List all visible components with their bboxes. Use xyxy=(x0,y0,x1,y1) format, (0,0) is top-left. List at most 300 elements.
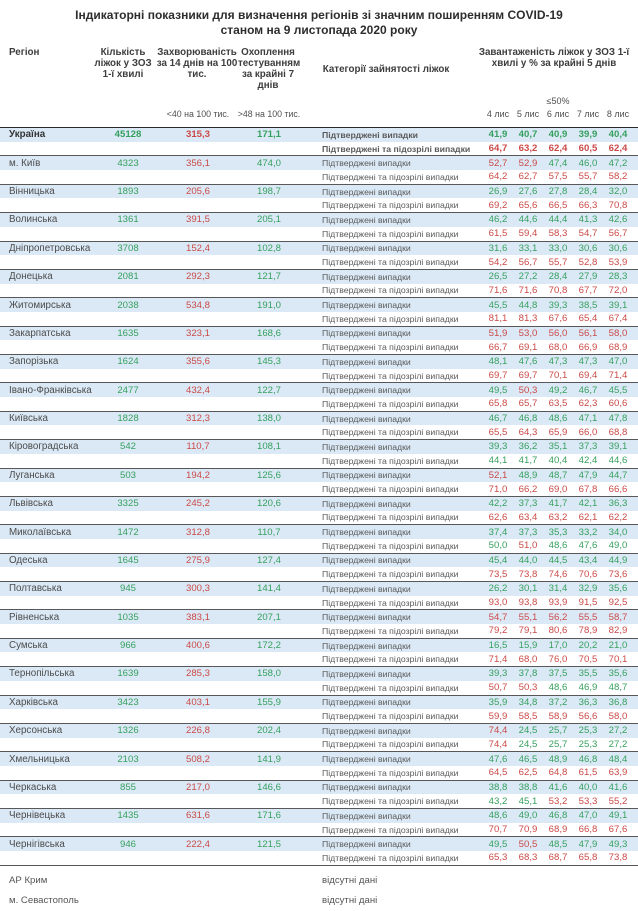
day-value: 37,8 xyxy=(518,668,538,680)
day-value: 44,7 xyxy=(608,469,628,481)
category-label: Підтверджені випадки xyxy=(322,640,411,651)
testing-value: 121,7 xyxy=(256,271,281,283)
day-value: 39,9 xyxy=(578,129,598,141)
day-value: 74,4 xyxy=(488,738,508,750)
day-value: 50,5 xyxy=(518,838,538,850)
category-label: Підтверджені та підозрілі випадки xyxy=(322,682,459,693)
table-row xyxy=(0,454,638,468)
region-group xyxy=(0,354,638,382)
day-value: 59,4 xyxy=(518,228,538,240)
table-row xyxy=(0,185,638,199)
day-value: 56,2 xyxy=(548,611,568,623)
day-value: 44,4 xyxy=(548,214,568,226)
day-value: 62,4 xyxy=(608,143,628,155)
day-value: 42,2 xyxy=(488,498,508,510)
region-name: Івано-Франківська xyxy=(9,384,92,396)
category-label: Підтверджені та підозрілі випадки xyxy=(322,796,459,807)
day-value: 55,5 xyxy=(578,611,598,623)
day-value: 38,5 xyxy=(578,299,598,311)
beds-value: 1035 xyxy=(117,611,139,623)
day-value: 70,1 xyxy=(608,653,628,665)
beds-value: 2103 xyxy=(117,753,139,765)
day-value: 69,1 xyxy=(518,341,538,353)
day-value: 63,4 xyxy=(518,511,538,523)
category-label: Підтверджені випадки xyxy=(322,328,411,339)
day-value: 27,2 xyxy=(518,271,538,283)
incidence-value: 285,3 xyxy=(185,668,210,680)
category-label: Підтверджені та підозрілі випадки xyxy=(322,370,459,381)
day-value: 43,4 xyxy=(578,554,598,566)
category-label: Підтверджені та підозрілі випадки xyxy=(322,852,459,863)
day-value: 45,5 xyxy=(488,299,508,311)
day-value: 25,3 xyxy=(578,725,598,737)
category-label: Підтверджені та підозрілі випадки xyxy=(322,257,459,268)
day-value: 67,8 xyxy=(578,483,598,495)
day-value: 48,5 xyxy=(548,838,568,850)
day-value: 53,2 xyxy=(548,795,568,807)
region-group xyxy=(0,326,638,354)
col-header-testing: Охоплення тестуванням за крайні 7 днів xyxy=(238,47,301,91)
day-value: 63,9 xyxy=(608,767,628,779)
day-value: 47,9 xyxy=(578,838,598,850)
region-name: Україна xyxy=(9,129,46,141)
day-value: 48,9 xyxy=(518,469,538,481)
table-row xyxy=(0,582,638,596)
day-value: 55,7 xyxy=(548,256,568,268)
beds-value: 855 xyxy=(119,781,136,793)
day-value: 36,2 xyxy=(518,441,538,453)
day-value: 37,3 xyxy=(518,498,538,510)
incidence-value: 432,4 xyxy=(185,384,210,396)
region-group xyxy=(0,581,638,609)
title-line-1: Індикаторні показники для визначення регіонів зі значним поширенням COVID-19 xyxy=(75,8,563,22)
table-row xyxy=(0,652,638,666)
category-label: Підтверджені випадки xyxy=(322,356,411,367)
region-name: Вінницька xyxy=(9,186,55,198)
day-value: 69,7 xyxy=(518,370,538,382)
day-value: 47,2 xyxy=(608,157,628,169)
day-value: 71,4 xyxy=(488,653,508,665)
table-row xyxy=(0,752,638,766)
table-row xyxy=(0,809,638,823)
day-value: 62,5 xyxy=(518,767,538,779)
table-row xyxy=(0,525,638,539)
day-value: 66,7 xyxy=(488,341,508,353)
region-group xyxy=(0,609,638,637)
day-value: 40,4 xyxy=(608,129,628,141)
beds-value: 1361 xyxy=(117,214,139,226)
day-value: 70,8 xyxy=(608,199,628,211)
region-name: Херсонська xyxy=(9,725,63,737)
table-row xyxy=(0,624,638,638)
category-label: Підтверджені та підозрілі випадки xyxy=(322,711,459,722)
day-value: 34,0 xyxy=(608,526,628,538)
beds-value: 1624 xyxy=(117,356,139,368)
table-row xyxy=(0,383,638,397)
day-value: 41,6 xyxy=(608,781,628,793)
beds-value: 3708 xyxy=(117,242,139,254)
header-row-main xyxy=(0,47,638,91)
day-value: 46,8 xyxy=(578,753,598,765)
day-value: 68,9 xyxy=(548,824,568,836)
title-line-2: станом на 9 листопада 2020 року xyxy=(220,23,418,37)
testing-value: 155,9 xyxy=(256,696,281,708)
table-row xyxy=(0,270,638,284)
day-value: 35,9 xyxy=(488,696,508,708)
table-row xyxy=(0,681,638,695)
day-value: 27,6 xyxy=(518,186,538,198)
region-group xyxy=(0,638,638,666)
region-group xyxy=(0,836,638,865)
table-row xyxy=(0,837,638,851)
day-value: 17,0 xyxy=(548,640,568,652)
day-value: 49,5 xyxy=(488,384,508,396)
day-value: 55,1 xyxy=(518,611,538,623)
day-value: 27,9 xyxy=(578,271,598,283)
region-group xyxy=(0,553,638,581)
day-value: 51,0 xyxy=(518,540,538,552)
day-value: 47,6 xyxy=(578,540,598,552)
day-value: 37,3 xyxy=(578,441,598,453)
day-value: 52,7 xyxy=(488,157,508,169)
day-value: 91,5 xyxy=(578,597,598,609)
beds-value: 1893 xyxy=(117,186,139,198)
category-label: Підтверджені та підозрілі випадки xyxy=(322,313,459,324)
category-label: Підтверджені випадки xyxy=(322,612,411,623)
table-row xyxy=(0,709,638,723)
testing-value: 474,0 xyxy=(256,157,281,169)
day-value: 70,6 xyxy=(578,568,598,580)
day-value: 54,7 xyxy=(578,228,598,240)
category-label: Підтверджені випадки xyxy=(322,839,411,850)
header-row-criteria xyxy=(0,109,638,124)
day-value: 21,0 xyxy=(608,640,628,652)
table-row xyxy=(0,539,638,553)
day-value: 35,6 xyxy=(608,668,628,680)
beds-value: 1472 xyxy=(117,526,139,538)
day-value: 52,1 xyxy=(488,469,508,481)
day-value: 82,9 xyxy=(608,625,628,637)
incidence-criterion-label: <40 на 100 тис. xyxy=(166,109,230,119)
category-label: Підтверджені випадки xyxy=(322,498,411,509)
day-value: 32,9 xyxy=(578,583,598,595)
table-row xyxy=(0,724,638,738)
incidence-value: 194,2 xyxy=(185,469,210,481)
testing-value: 121,5 xyxy=(256,838,281,850)
day-value: 62,1 xyxy=(578,511,598,523)
day-value: 26,2 xyxy=(488,583,508,595)
day-value: 60,5 xyxy=(578,143,598,155)
day-value: 69,2 xyxy=(488,199,508,211)
table-row xyxy=(0,198,638,212)
table-row xyxy=(0,766,638,780)
day-value: 56,0 xyxy=(548,327,568,339)
region-name: Черкаська xyxy=(9,781,57,793)
table-row xyxy=(0,242,638,256)
day-value: 48,9 xyxy=(548,753,568,765)
testing-value: 158,0 xyxy=(256,668,281,680)
day-value: 54,2 xyxy=(488,256,508,268)
incidence-value: 312,3 xyxy=(185,413,210,425)
day-value: 46,7 xyxy=(578,384,598,396)
day-value: 28,4 xyxy=(578,186,598,198)
day-value: 54,7 xyxy=(488,611,508,623)
day-value: 47,0 xyxy=(608,356,628,368)
day-value: 69,4 xyxy=(578,370,598,382)
category-label: Підтверджені випадки xyxy=(322,385,411,396)
incidence-value: 355,6 xyxy=(185,356,210,368)
day-value: 92,5 xyxy=(608,597,628,609)
day-value: 69,0 xyxy=(548,483,568,495)
day-value: 67,7 xyxy=(578,284,598,296)
day-value: 65,6 xyxy=(518,199,538,211)
incidence-value: 222,4 xyxy=(185,838,210,850)
day-value: 24,5 xyxy=(518,725,538,737)
category-label: Підтверджені та підозрілі випадки xyxy=(322,625,459,636)
region-group xyxy=(0,524,638,552)
incidence-value: 391,5 xyxy=(185,214,210,226)
table-row xyxy=(0,355,638,369)
region-name: АР Крим xyxy=(9,875,48,887)
day-value: 79,2 xyxy=(488,625,508,637)
table-row xyxy=(0,170,638,184)
day-value: 25,7 xyxy=(548,725,568,737)
day-value: 46,5 xyxy=(518,753,538,765)
day-value: 39,1 xyxy=(608,441,628,453)
day-value: 70,7 xyxy=(488,824,508,836)
region-name: Донецька xyxy=(9,271,53,283)
day-value: 41,9 xyxy=(488,129,508,141)
day-value: 73,8 xyxy=(608,852,628,864)
region-group xyxy=(0,468,638,496)
table-row xyxy=(0,554,638,568)
col-header-category: Категорії зайнятості ліжок xyxy=(322,63,450,75)
category-label: Підтверджені випадки xyxy=(322,583,411,594)
day-value: 48,6 xyxy=(548,682,568,694)
day-value: 48,1 xyxy=(488,356,508,368)
incidence-value: 383,1 xyxy=(185,611,210,623)
day-value: 37,3 xyxy=(518,526,538,538)
day-value: 81,3 xyxy=(518,313,538,325)
day-value: 47,6 xyxy=(518,356,538,368)
category-label: Підтверджені та підозрілі випадки xyxy=(322,228,459,239)
region-group xyxy=(0,439,638,467)
day-value: 93,0 xyxy=(488,597,508,609)
region-group xyxy=(0,297,638,325)
day-value: 44,8 xyxy=(518,299,538,311)
category-label: Підтверджені та підозрілі випадки xyxy=(322,767,459,778)
day-value: 20,2 xyxy=(578,640,598,652)
day-value: 64,7 xyxy=(488,143,508,155)
day-value: 53,3 xyxy=(578,795,598,807)
testing-value: 191,0 xyxy=(256,299,281,311)
day-value: 48,6 xyxy=(488,810,508,822)
day-value: 35,1 xyxy=(548,441,568,453)
table-row xyxy=(0,891,638,911)
day-value: 45,5 xyxy=(608,384,628,396)
category-label: Підтверджені випадки xyxy=(322,271,411,282)
day-value: 68,0 xyxy=(518,653,538,665)
day-value: 61,5 xyxy=(488,228,508,240)
day-value: 53,0 xyxy=(518,327,538,339)
day-value: 62,6 xyxy=(488,511,508,523)
region-name: Волинська xyxy=(9,214,58,226)
day-value: 66,9 xyxy=(578,341,598,353)
table-row xyxy=(0,440,638,454)
day-value: 65,7 xyxy=(518,398,538,410)
category-label: Підтверджені випадки xyxy=(322,186,411,197)
category-label: Підтверджені випадки xyxy=(322,214,411,225)
incidence-value: 226,8 xyxy=(185,725,210,737)
category-label: Підтверджені та підозрілі випадки xyxy=(322,171,459,182)
category-label: Підтверджені та підозрілі випадки xyxy=(322,342,459,353)
day-value: 62,2 xyxy=(608,511,628,523)
table-row xyxy=(0,482,638,496)
testing-value: 102,8 xyxy=(256,242,281,254)
day-value: 53,9 xyxy=(608,256,628,268)
day-value: 63,5 xyxy=(548,398,568,410)
day-value: 16,5 xyxy=(488,640,508,652)
day-value: 66,5 xyxy=(548,199,568,211)
incidence-value: 534,8 xyxy=(185,299,210,311)
testing-value: 125,6 xyxy=(256,469,281,481)
beds-value: 503 xyxy=(119,469,136,481)
day-value: 49,0 xyxy=(608,540,628,552)
day-value: 27,8 xyxy=(548,186,568,198)
region-group xyxy=(0,723,638,751)
day-value: 36,3 xyxy=(578,696,598,708)
beds-value: 945 xyxy=(119,583,136,595)
day-value: 39,3 xyxy=(488,441,508,453)
day-value: 33,0 xyxy=(548,242,568,254)
table-row xyxy=(0,851,638,865)
testing-value: 120,6 xyxy=(256,498,281,510)
incidence-value: 205,6 xyxy=(185,186,210,198)
day-value: 46,8 xyxy=(518,413,538,425)
day-value: 58,0 xyxy=(608,327,628,339)
day-value: 57,5 xyxy=(548,171,568,183)
day-value: 70,9 xyxy=(518,824,538,836)
day-value: 49,2 xyxy=(548,384,568,396)
day-value: 67,6 xyxy=(608,824,628,836)
day-value: 42,6 xyxy=(608,214,628,226)
day-value: 48,6 xyxy=(548,540,568,552)
testing-value: 168,6 xyxy=(256,327,281,339)
day-value: 58,9 xyxy=(548,710,568,722)
day-value: 58,0 xyxy=(608,710,628,722)
day-value: 45,1 xyxy=(518,795,538,807)
incidence-value: 403,1 xyxy=(185,696,210,708)
day-value: 49,0 xyxy=(518,810,538,822)
category-label: Підтверджені та підозрілі випадки xyxy=(322,455,459,466)
incidence-value: 292,3 xyxy=(185,271,210,283)
day-value: 68,7 xyxy=(548,852,568,864)
day-header-6nov: 6 лис xyxy=(546,109,570,119)
day-value: 37,4 xyxy=(488,526,508,538)
day-value: 39,3 xyxy=(488,668,508,680)
day-value: 72,0 xyxy=(608,284,628,296)
table-row xyxy=(0,298,638,312)
day-value: 65,4 xyxy=(578,313,598,325)
day-value: 64,2 xyxy=(488,171,508,183)
day-value: 50,7 xyxy=(488,682,508,694)
day-value: 44,6 xyxy=(518,214,538,226)
col-header-beds: Кількість ліжок у ЗОЗ 1-ї хвилі xyxy=(94,47,152,80)
table-row xyxy=(0,327,638,341)
region-group xyxy=(0,666,638,694)
day-value: 62,4 xyxy=(548,143,568,155)
day-value: 44,6 xyxy=(608,455,628,467)
day-value: 68,8 xyxy=(608,426,628,438)
beds-value: 1645 xyxy=(117,554,139,566)
table-row xyxy=(0,369,638,383)
day-value: 47,6 xyxy=(488,753,508,765)
day-value: 47,8 xyxy=(608,413,628,425)
day-value: 80,6 xyxy=(548,625,568,637)
day-value: 76,0 xyxy=(548,653,568,665)
category-label: Підтверджені випадки xyxy=(322,810,411,821)
table-row xyxy=(0,227,638,241)
region-name: Київська xyxy=(9,413,48,425)
region-group xyxy=(0,695,638,723)
testing-value: 171,6 xyxy=(256,810,281,822)
incidence-value: 217,0 xyxy=(185,781,210,793)
day-value: 50,3 xyxy=(518,384,538,396)
category-label: Підтверджені випадки xyxy=(322,243,411,254)
day-value: 41,7 xyxy=(518,455,538,467)
testing-value: 172,2 xyxy=(256,640,281,652)
day-value: 56,7 xyxy=(518,256,538,268)
day-value: 25,7 xyxy=(548,738,568,750)
day-value: 67,6 xyxy=(548,313,568,325)
day-header-7nov: 7 лис xyxy=(576,109,600,119)
day-value: 64,5 xyxy=(488,767,508,779)
testing-value: 108,1 xyxy=(256,441,281,453)
day-value: 47,3 xyxy=(578,356,598,368)
testing-value: 127,4 xyxy=(256,554,281,566)
day-value: 68,9 xyxy=(608,341,628,353)
day-header-5nov: 5 лис xyxy=(516,109,540,119)
day-value: 28,3 xyxy=(608,271,628,283)
table-row xyxy=(0,511,638,525)
day-value: 60,6 xyxy=(608,398,628,410)
day-value: 31,6 xyxy=(488,242,508,254)
incidence-value: 323,1 xyxy=(185,327,210,339)
region-name: Чернівецька xyxy=(9,810,66,822)
day-value: 79,1 xyxy=(518,625,538,637)
region-group xyxy=(0,808,638,836)
day-value: 68,3 xyxy=(518,852,538,864)
day-value: 24,5 xyxy=(518,738,538,750)
region-name: Миколаївська xyxy=(9,526,72,538)
day-value: 38,8 xyxy=(488,781,508,793)
day-value: 44,0 xyxy=(518,554,538,566)
table-row xyxy=(0,596,638,610)
beds-value: 2038 xyxy=(117,299,139,311)
day-value: 15,9 xyxy=(518,640,538,652)
incidence-value: 245,2 xyxy=(185,498,210,510)
occupancy-threshold-label: ≤50% xyxy=(546,96,570,106)
testing-value: 146,6 xyxy=(256,781,281,793)
day-value: 71,4 xyxy=(608,370,628,382)
incidence-value: 110,7 xyxy=(186,441,210,453)
category-label: Підтверджені випадки xyxy=(322,413,411,424)
table-header xyxy=(0,47,638,124)
table-row xyxy=(0,469,638,483)
day-value: 56,6 xyxy=(578,710,598,722)
region-group xyxy=(0,411,638,439)
page-title xyxy=(0,0,638,38)
